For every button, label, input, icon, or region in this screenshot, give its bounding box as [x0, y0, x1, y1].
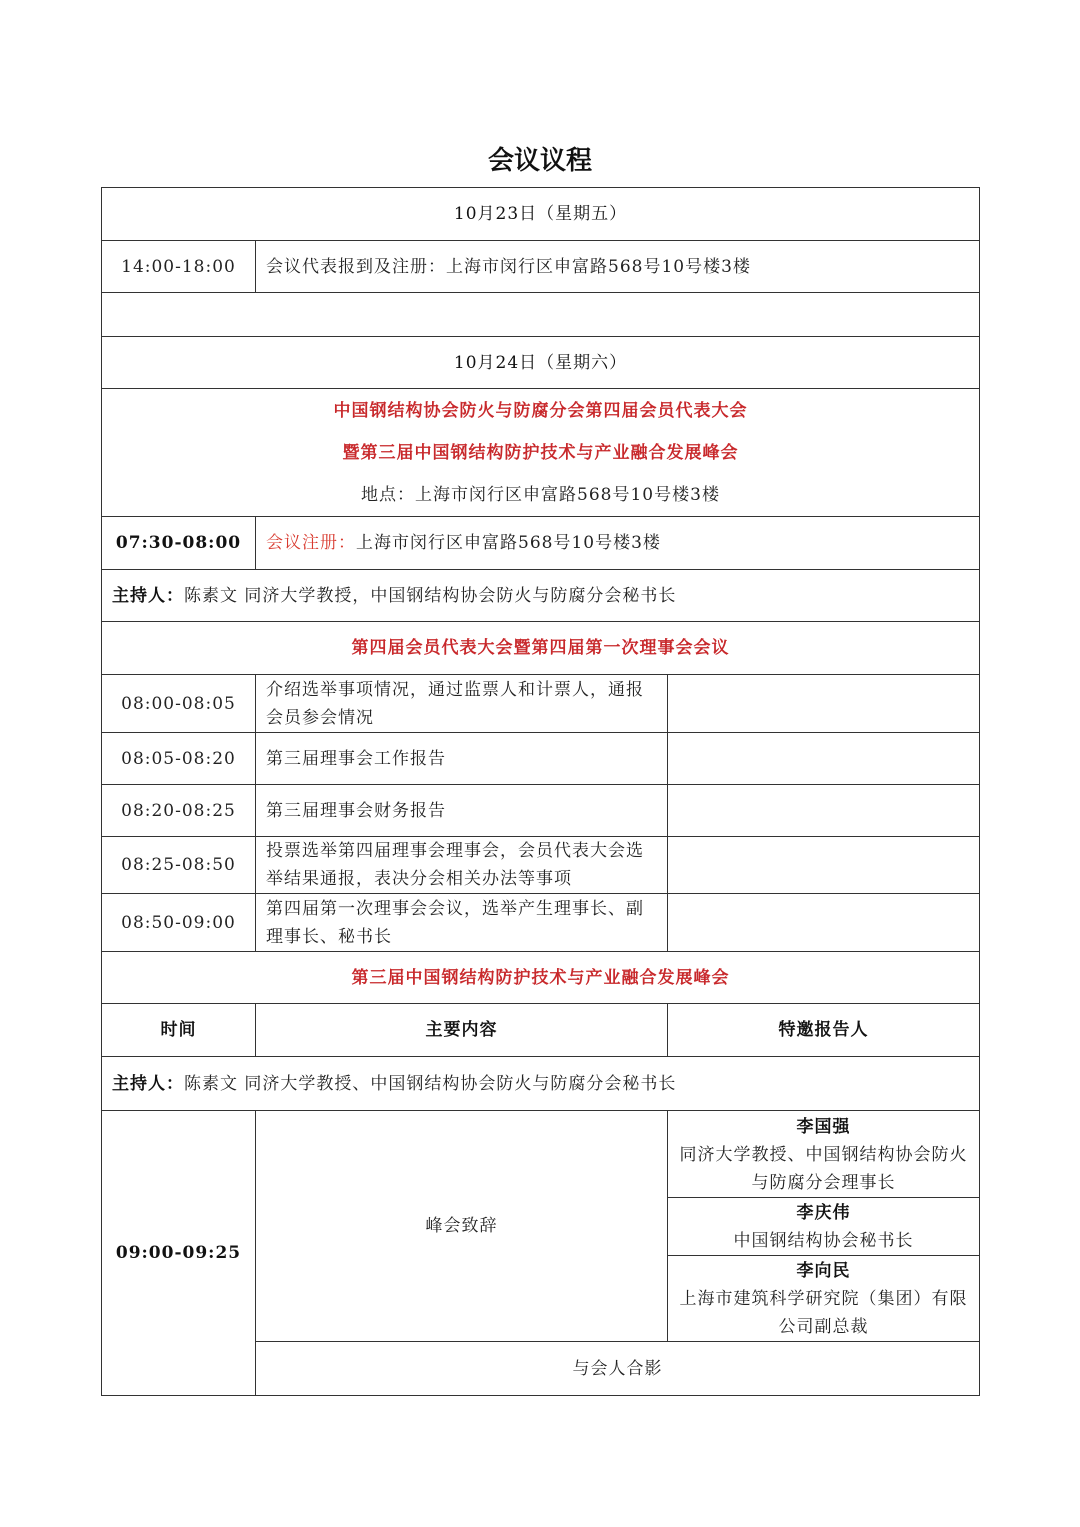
speaker-cell — [668, 1256, 980, 1342]
host1-cell — [102, 570, 980, 622]
speaker-cell — [668, 1198, 980, 1256]
host2-cell — [102, 1057, 980, 1111]
assembly-item-time: 08:25-08:50 — [102, 837, 256, 894]
assembly-item-empty — [668, 733, 980, 785]
event-header-row — [102, 389, 980, 517]
host1-content: 陈素文 同济大学教授，中国钢结构协会防火与防腐分会秘书长 — [184, 585, 677, 606]
speaker-name: 李庆伟 — [796, 1202, 851, 1223]
summit-title: 第三届中国钢结构防护技术与产业融合发展峰会 — [102, 952, 980, 1004]
host2-content: 陈素文 同济大学教授、中国钢结构协会防火与防腐分会秘书长 — [184, 1073, 677, 1094]
group-photo: 与会人合影 — [256, 1342, 980, 1396]
table-row — [102, 675, 980, 733]
assembly-item-empty — [668, 894, 980, 952]
host1-row — [102, 570, 980, 622]
registration-label: 会议注册： — [266, 533, 356, 553]
event-header — [102, 389, 980, 517]
table-row — [102, 785, 980, 837]
table-row — [102, 837, 980, 894]
assembly-item-empty — [668, 785, 980, 837]
host2-row — [102, 1057, 980, 1111]
assembly-title: 第四届会员代表大会暨第四届第一次理事会会议 — [102, 622, 980, 675]
agenda-table — [101, 187, 980, 1396]
assembly-item-time: 08:00-08:05 — [102, 675, 256, 733]
speaker-title: 上海市建筑科学研究院（集团）有限公司副总裁 — [679, 1288, 968, 1337]
table-row — [102, 733, 980, 785]
assembly-item-empty — [668, 837, 980, 894]
registration-content: 上海市闵行区申富路568号10号楼3楼 — [356, 533, 661, 553]
event-title-line1: 中国钢结构协会防火与防腐分会第四届会员代表大会 — [333, 400, 748, 421]
assembly-item-content: 介绍选举事项情况，通过监票人和计票人，通报会员参会情况 — [256, 675, 668, 733]
speaker-name: 李国强 — [796, 1117, 851, 1137]
assembly-item-content: 第三届理事会财务报告 — [256, 785, 668, 837]
day1-registration-row — [102, 241, 980, 293]
page-title: 会议议程 — [487, 146, 592, 176]
assembly-item-time: 08:05-08:20 — [102, 733, 256, 785]
day1-content: 会议代表报到及注册：上海市闵行区申富路568号10号楼3楼 — [256, 241, 980, 293]
day2-date-row — [102, 337, 980, 389]
empty-row — [102, 293, 980, 337]
speaker-title: 同济大学教授、中国钢结构协会防火与防腐分会理事长 — [679, 1145, 968, 1193]
host2-label: 主持人： — [112, 1073, 184, 1094]
event-location: 地点：上海市闵行区申富路568号10号楼3楼 — [361, 484, 720, 505]
session-content: 峰会致辞 — [256, 1111, 668, 1342]
assembly-title-row — [102, 622, 980, 675]
assembly-item-time: 08:50-09:00 — [102, 894, 256, 952]
table-row — [102, 894, 980, 952]
speaker-title: 中国钢结构协会秘书长 — [733, 1230, 914, 1251]
empty-cell — [102, 293, 980, 337]
header-content: 主要内容 — [256, 1004, 668, 1057]
day1-time: 14:00-18:00 — [102, 241, 256, 293]
assembly-item-content: 投票选举第四届理事会理事会，会员代表大会选举结果通报，表决分会相关办法等事项 — [256, 837, 668, 894]
assembly-item-empty — [668, 675, 980, 733]
summit-title-row — [102, 952, 980, 1004]
registration-row — [102, 517, 980, 570]
registration-time: 07:30-08:00 — [102, 517, 256, 570]
header-time: 时间 — [102, 1004, 256, 1057]
day1-date: 10月23日（星期五） — [102, 188, 980, 241]
registration-cell — [256, 517, 980, 570]
session-row — [102, 1111, 980, 1198]
column-header-row — [102, 1004, 980, 1057]
assembly-item-content: 第四届第一次理事会会议，选举产生理事长、副理事长、秘书长 — [256, 894, 668, 952]
speaker-name: 李向民 — [796, 1260, 851, 1281]
session-time: 09:00-09:25 — [102, 1111, 256, 1396]
assembly-item-time: 08:20-08:25 — [102, 785, 256, 837]
day2-date: 10月24日（星期六） — [102, 337, 980, 389]
event-title-line2: 暨第三届中国钢结构防护技术与产业融合发展峰会 — [342, 442, 739, 463]
header-speaker: 特邀报告人 — [668, 1004, 980, 1057]
assembly-item-content: 第三届理事会工作报告 — [256, 733, 668, 785]
speaker-cell — [668, 1111, 980, 1198]
day1-date-row — [102, 188, 980, 241]
host1-label: 主持人： — [112, 585, 184, 606]
